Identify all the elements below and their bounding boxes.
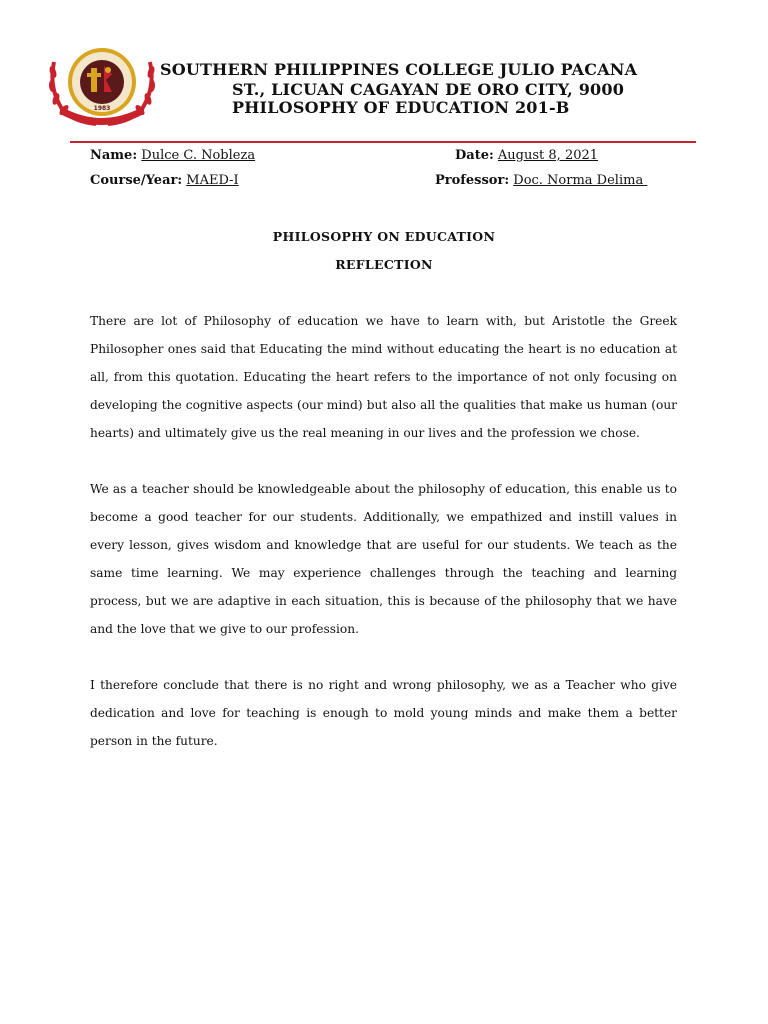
date-field: [455, 148, 598, 163]
professor-value: Doc. Norma Delima: [513, 173, 648, 188]
svg-text:1983: 1983: [93, 105, 111, 112]
name-label: Name:: [90, 148, 138, 163]
college-seal-icon: [46, 44, 158, 126]
header-divider: [70, 141, 696, 143]
college-name: SOUTHERN PHILIPPINES COLLEGE JULIO PACANA: [160, 60, 638, 79]
paragraph: There are lot of Philosophy of education we have to learn with, but Aristotle the Greek Philosopher ones said that Educating the mind without educating the heart is no education at all, from this quotation. Educating the heart refers to the importance of not only focusing on developing the cognitive aspects (our mind) but also all the qualities that make us human (our hearts) and ultimately give us the real meaning in our lives and the profession we chose.: [90, 314, 677, 440]
date-value: August 8, 2021: [497, 148, 599, 163]
professor-field: [435, 173, 647, 188]
date-label: Date:: [455, 148, 494, 163]
paragraph: I therefore conclude that there is no right and wrong philosophy, we as a Teacher who give dedication and love for teaching is enough to mold young minds and make them a better person in the future.: [90, 678, 677, 748]
document-subtitle: REFLECTION: [335, 257, 433, 272]
course-label: Course/Year:: [90, 173, 183, 188]
college-address: ST., LICUAN CAGAYAN DE ORO CITY, 9000: [232, 80, 625, 99]
name-value: Dulce C. Nobleza: [141, 148, 256, 163]
course-value: MAED-I: [186, 173, 239, 188]
course-field: [90, 173, 239, 188]
professor-label: Professor:: [435, 173, 510, 188]
document-title: PHILOSOPHY ON EDUCATION: [272, 229, 496, 244]
course-title: PHILOSOPHY OF EDUCATION 201-B: [232, 98, 570, 117]
paragraph: We as a teacher should be knowledgeable about the philosophy of education, this enable us to become a good teacher for our students. Additionally, we empathized and instill values in every lesson, gives wisdom and knowledge that are useful for our students. We teach as the same time learning. We may experience challenges through the teaching and learning process, but we are adaptive in each situation, this is because of the philosophy that we have and the love that we give to our profession.: [90, 482, 677, 636]
name-field: [90, 148, 255, 163]
